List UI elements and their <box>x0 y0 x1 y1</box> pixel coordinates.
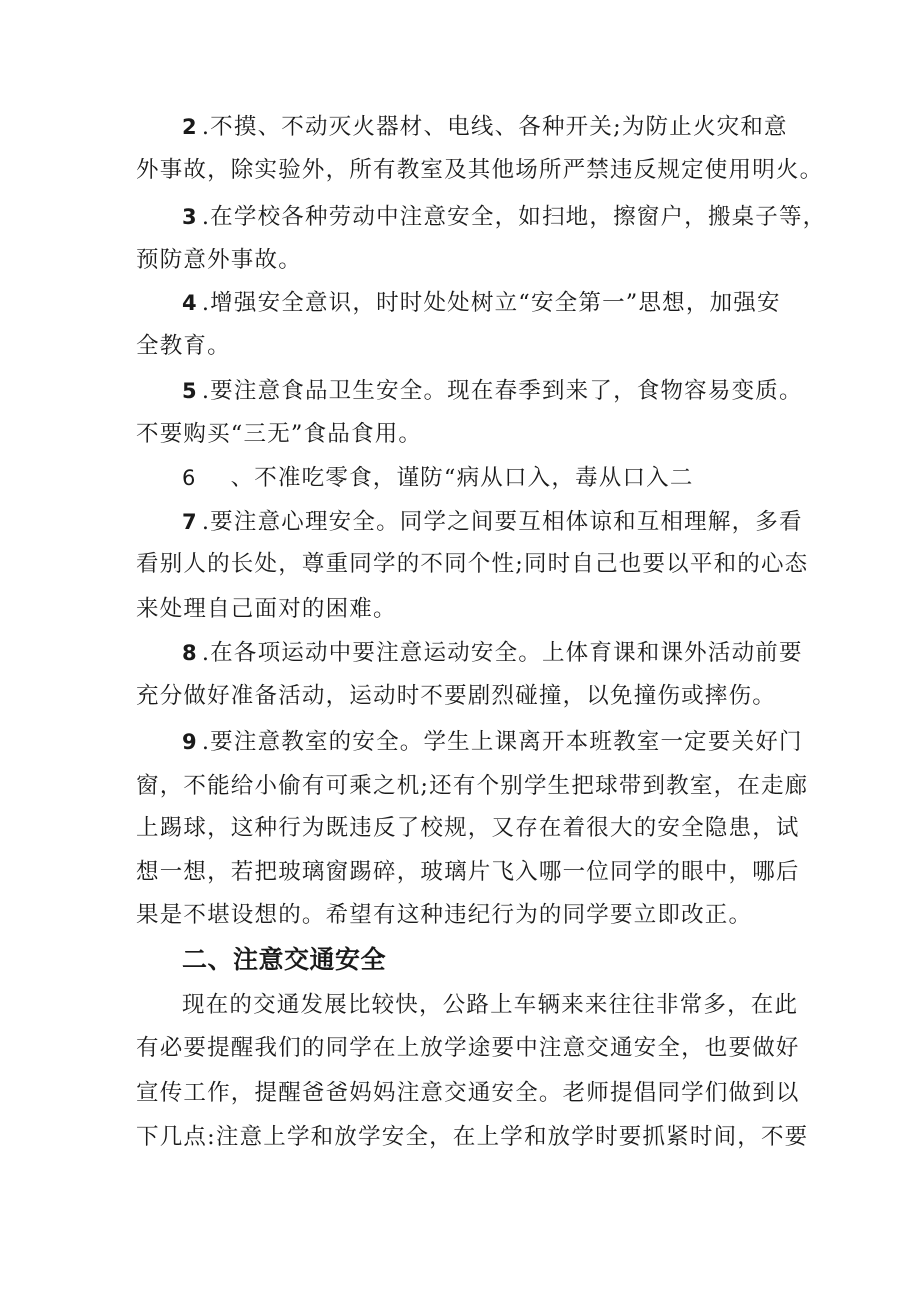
item-9-text-1: .要注意教室的安全。学生上课离开本班教室一定要关好门 <box>201 729 803 755</box>
item-9-line-1 <box>182 727 803 757</box>
item-7-text-1: .要注意心理安全。同学之间要互相体谅和互相理解，多看 <box>201 509 803 535</box>
item-2-line-1 <box>182 112 788 142</box>
item-6-line-1 <box>182 463 694 493</box>
item-5-text-1: .要注意食品卫生安全。现在春季到来了，食物容易变质。 <box>201 378 803 404</box>
item-2-line-2: 外事故，除实验外，所有教室及其他场所严禁违反规定使用明火。 <box>136 157 824 183</box>
item-3-line-2: 预防意外事故。 <box>136 247 302 273</box>
item-9-line-2: 窗，不能给小偷有可乘之机;还有个别学生把球带到教室，在走廊 <box>136 773 809 799</box>
item-9-number: 9 <box>182 730 198 754</box>
item-5-line-1 <box>182 376 803 406</box>
item-8-line-1 <box>182 638 803 668</box>
item-3-number: 3 <box>182 205 198 229</box>
item-7-line-2: 看别人的长处，尊重同学的不同个性;同时自己也要以平和的心态 <box>136 551 809 577</box>
item-3-line-1 <box>182 202 826 232</box>
item-7-number: 7 <box>182 510 198 534</box>
item-4-line-2: 全教育。 <box>136 333 231 359</box>
item-4-number: 4 <box>182 291 198 315</box>
item-2-text-1: .不摸、不动灭火器材、电线、各种开关;为防止火灾和意 <box>201 114 788 140</box>
traffic-paragraph-line-4: 下几点:注意上学和放学安全，在上学和放学时要抓紧时间，不要 <box>136 1124 809 1150</box>
item-5-line-2: 不要购买“三无”食品食用。 <box>136 421 423 447</box>
item-9-line-5: 果是不堪设想的。希望有这种违纪行为的同学要立即改正。 <box>136 902 753 928</box>
item-6-number: 6 <box>182 466 197 490</box>
item-4-line-1 <box>182 288 781 318</box>
item-8-number: 8 <box>182 641 198 665</box>
item-9-line-4: 想一想，若把玻璃窗踢碎，玻璃片飞入哪一位同学的眼中，哪后 <box>136 859 800 885</box>
traffic-paragraph-line-2: 有必要提醒我们的同学在上放学途要中注意交通安全，也要做好 <box>136 1035 800 1061</box>
item-6-text-1: 、不准吃零食，谨防“病从口入，毒从口入二 <box>230 465 694 491</box>
item-8-text-1: .在各项运动中要注意运动安全。上体育课和课外活动前要 <box>201 640 803 666</box>
traffic-paragraph-line-1: 现在的交通发展比较快，公路上车辆来来往往非常多，在此 <box>182 992 799 1018</box>
traffic-paragraph-line-3: 宣传工作，提醒爸爸妈妈注意交通安全。老师提倡同学们做到以 <box>136 1080 800 1106</box>
item-2-number: 2 <box>182 115 198 139</box>
item-4-text-1: .增强安全意识，时时处处树立“安全第一”思想，加强安 <box>201 290 781 316</box>
item-5-number: 5 <box>182 379 198 403</box>
item-3-text-1: .在学校各种劳动中注意安全，如扫地，擦窗户，搬桌子等， <box>201 204 827 230</box>
item-8-line-2: 充分做好准备活动，运动时不要剧烈碰撞，以免撞伤或摔伤。 <box>136 683 776 709</box>
item-9-line-3: 上踢球，这种行为既违反了校规，又存在着很大的安全隐患，试 <box>136 815 800 841</box>
section-heading-traffic-safety: 二、注意交通安全 <box>182 945 387 974</box>
item-7-line-3: 来处理自己面对的困难。 <box>136 596 397 622</box>
item-7-line-1 <box>182 507 803 537</box>
